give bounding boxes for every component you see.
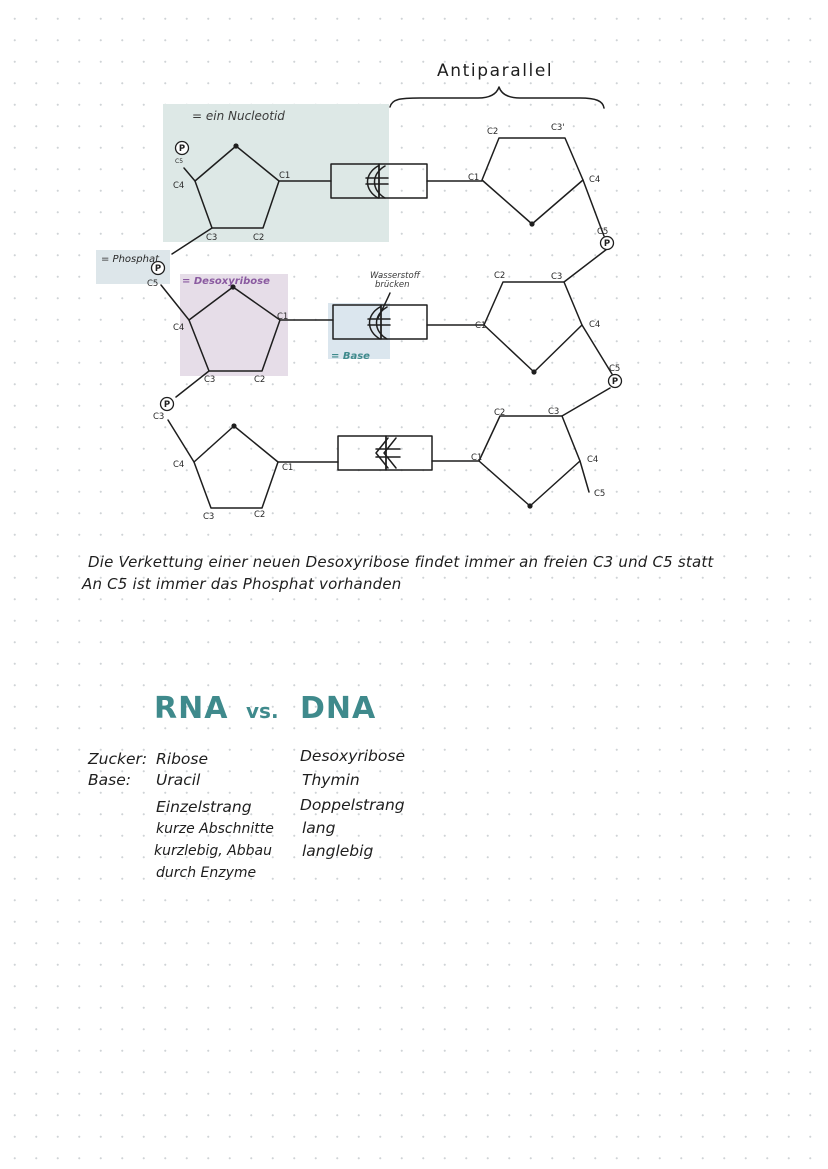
nucleotide-highlight-box xyxy=(163,104,389,242)
carbon-label: C4 xyxy=(173,460,185,470)
left-sugar-ring-3 xyxy=(194,426,278,508)
carbon-label: C4 xyxy=(589,175,601,185)
right-c5-stub-3 xyxy=(580,461,589,492)
nucleotide-label: = ein Nucleotid xyxy=(192,109,285,123)
carbon-label: C1 xyxy=(282,463,294,473)
carbon-label: C3 xyxy=(548,407,560,417)
carbon-label: C2 xyxy=(254,510,266,520)
row-label-zucker: Zucker: xyxy=(88,750,148,768)
ring-oxygen-dot xyxy=(531,369,536,374)
row-label-base: Base: xyxy=(88,771,131,789)
vs-label: vs. xyxy=(246,699,279,723)
wasserstoff-label: Wasserstoff xyxy=(370,271,420,281)
phosphat-label: = Phosphat xyxy=(101,254,159,265)
note-line-2: An C5 ist immer das Phosphat vorhanden xyxy=(82,575,402,593)
base-label: = Base xyxy=(331,351,370,362)
carbon-label: C1 xyxy=(277,312,289,322)
phosphate-symbol: P xyxy=(163,400,171,410)
carbon-label: C2 xyxy=(494,271,506,281)
carbon-label: C5 xyxy=(175,158,184,165)
carbon-label: C2 xyxy=(487,127,499,137)
carbon-label: C1 xyxy=(468,173,480,183)
rna-item: kurze Abschnitte xyxy=(156,821,274,837)
dna-heading: DNA xyxy=(300,691,377,726)
base-pair-3-bonds xyxy=(376,438,400,468)
dna-item: Doppelstrang xyxy=(300,796,405,814)
carbon-label: C1 xyxy=(279,171,291,181)
carbon-label: C3 xyxy=(203,512,215,522)
dna-item: langlebig xyxy=(302,842,374,860)
carbon-label: C1 xyxy=(475,321,487,331)
rna-item: Ribose xyxy=(156,750,209,768)
right-sugar-ring-3 xyxy=(479,416,580,506)
rna-item: Uracil xyxy=(156,771,201,789)
carbon-label: C4 xyxy=(589,320,601,330)
carbon-label: C4 xyxy=(173,181,185,191)
rna-item: Einzelstrang xyxy=(156,798,252,816)
carbon-label: C4 xyxy=(173,323,185,333)
carbon-label: C1 xyxy=(471,453,483,463)
note-line-1: Die Verkettung einer neuen Desoxyribose findet immer an freien C3 und C5 statt xyxy=(88,553,714,571)
brucken-label: brücken xyxy=(375,280,410,290)
phosphate-symbol: P xyxy=(154,264,162,274)
carbon-label: C2 xyxy=(494,408,506,418)
right-phosphate-top-bond-3 xyxy=(562,388,610,416)
rna-item: kurzlebig, Abbau xyxy=(154,843,272,859)
carbon-label: C4 xyxy=(587,455,599,465)
ring-oxygen-dot xyxy=(527,503,532,508)
right-sugar-ring-1 xyxy=(482,138,583,224)
carbon-label: C3 xyxy=(153,412,165,422)
desoxyribose-label: = Desoxyribose xyxy=(182,276,270,287)
phosphate-symbol: P xyxy=(178,144,186,154)
carbon-label: C2 xyxy=(253,233,265,243)
carbon-label: C3 xyxy=(551,272,563,282)
carbon-label: C2 xyxy=(254,375,266,385)
carbon-label: C5 xyxy=(147,279,159,289)
dna-item: Thymin xyxy=(302,771,360,789)
dna-item: lang xyxy=(302,819,336,837)
rna-item: durch Enzyme xyxy=(156,865,257,881)
base-pair-3-left xyxy=(338,436,386,470)
carbon-label: C5 xyxy=(609,364,621,374)
antiparallel-brace xyxy=(390,87,604,108)
ring-oxygen-dot xyxy=(233,143,238,148)
carbon-label: C5 xyxy=(594,489,606,499)
carbon-label: C3' xyxy=(551,123,565,133)
carbon-label: C3 xyxy=(204,375,216,385)
right-phosphate-top-bond-2 xyxy=(564,249,607,282)
ring-oxygen-dot xyxy=(231,423,236,428)
right-c5-link-2 xyxy=(582,325,612,374)
phosphate-symbol: P xyxy=(611,377,619,387)
rna-heading: RNA xyxy=(154,691,229,726)
dna-item: Desoxyribose xyxy=(300,747,405,765)
right-sugar-ring-2 xyxy=(484,282,582,372)
carbon-label: C5 xyxy=(597,227,609,237)
carbon-label: C3 xyxy=(206,233,218,243)
ring-oxygen-dot xyxy=(529,221,534,226)
diagram-title-antiparallel: Antiparallel xyxy=(437,61,554,81)
phosphate-symbol: P xyxy=(603,239,611,249)
left-c5-bond-3 xyxy=(168,420,194,462)
